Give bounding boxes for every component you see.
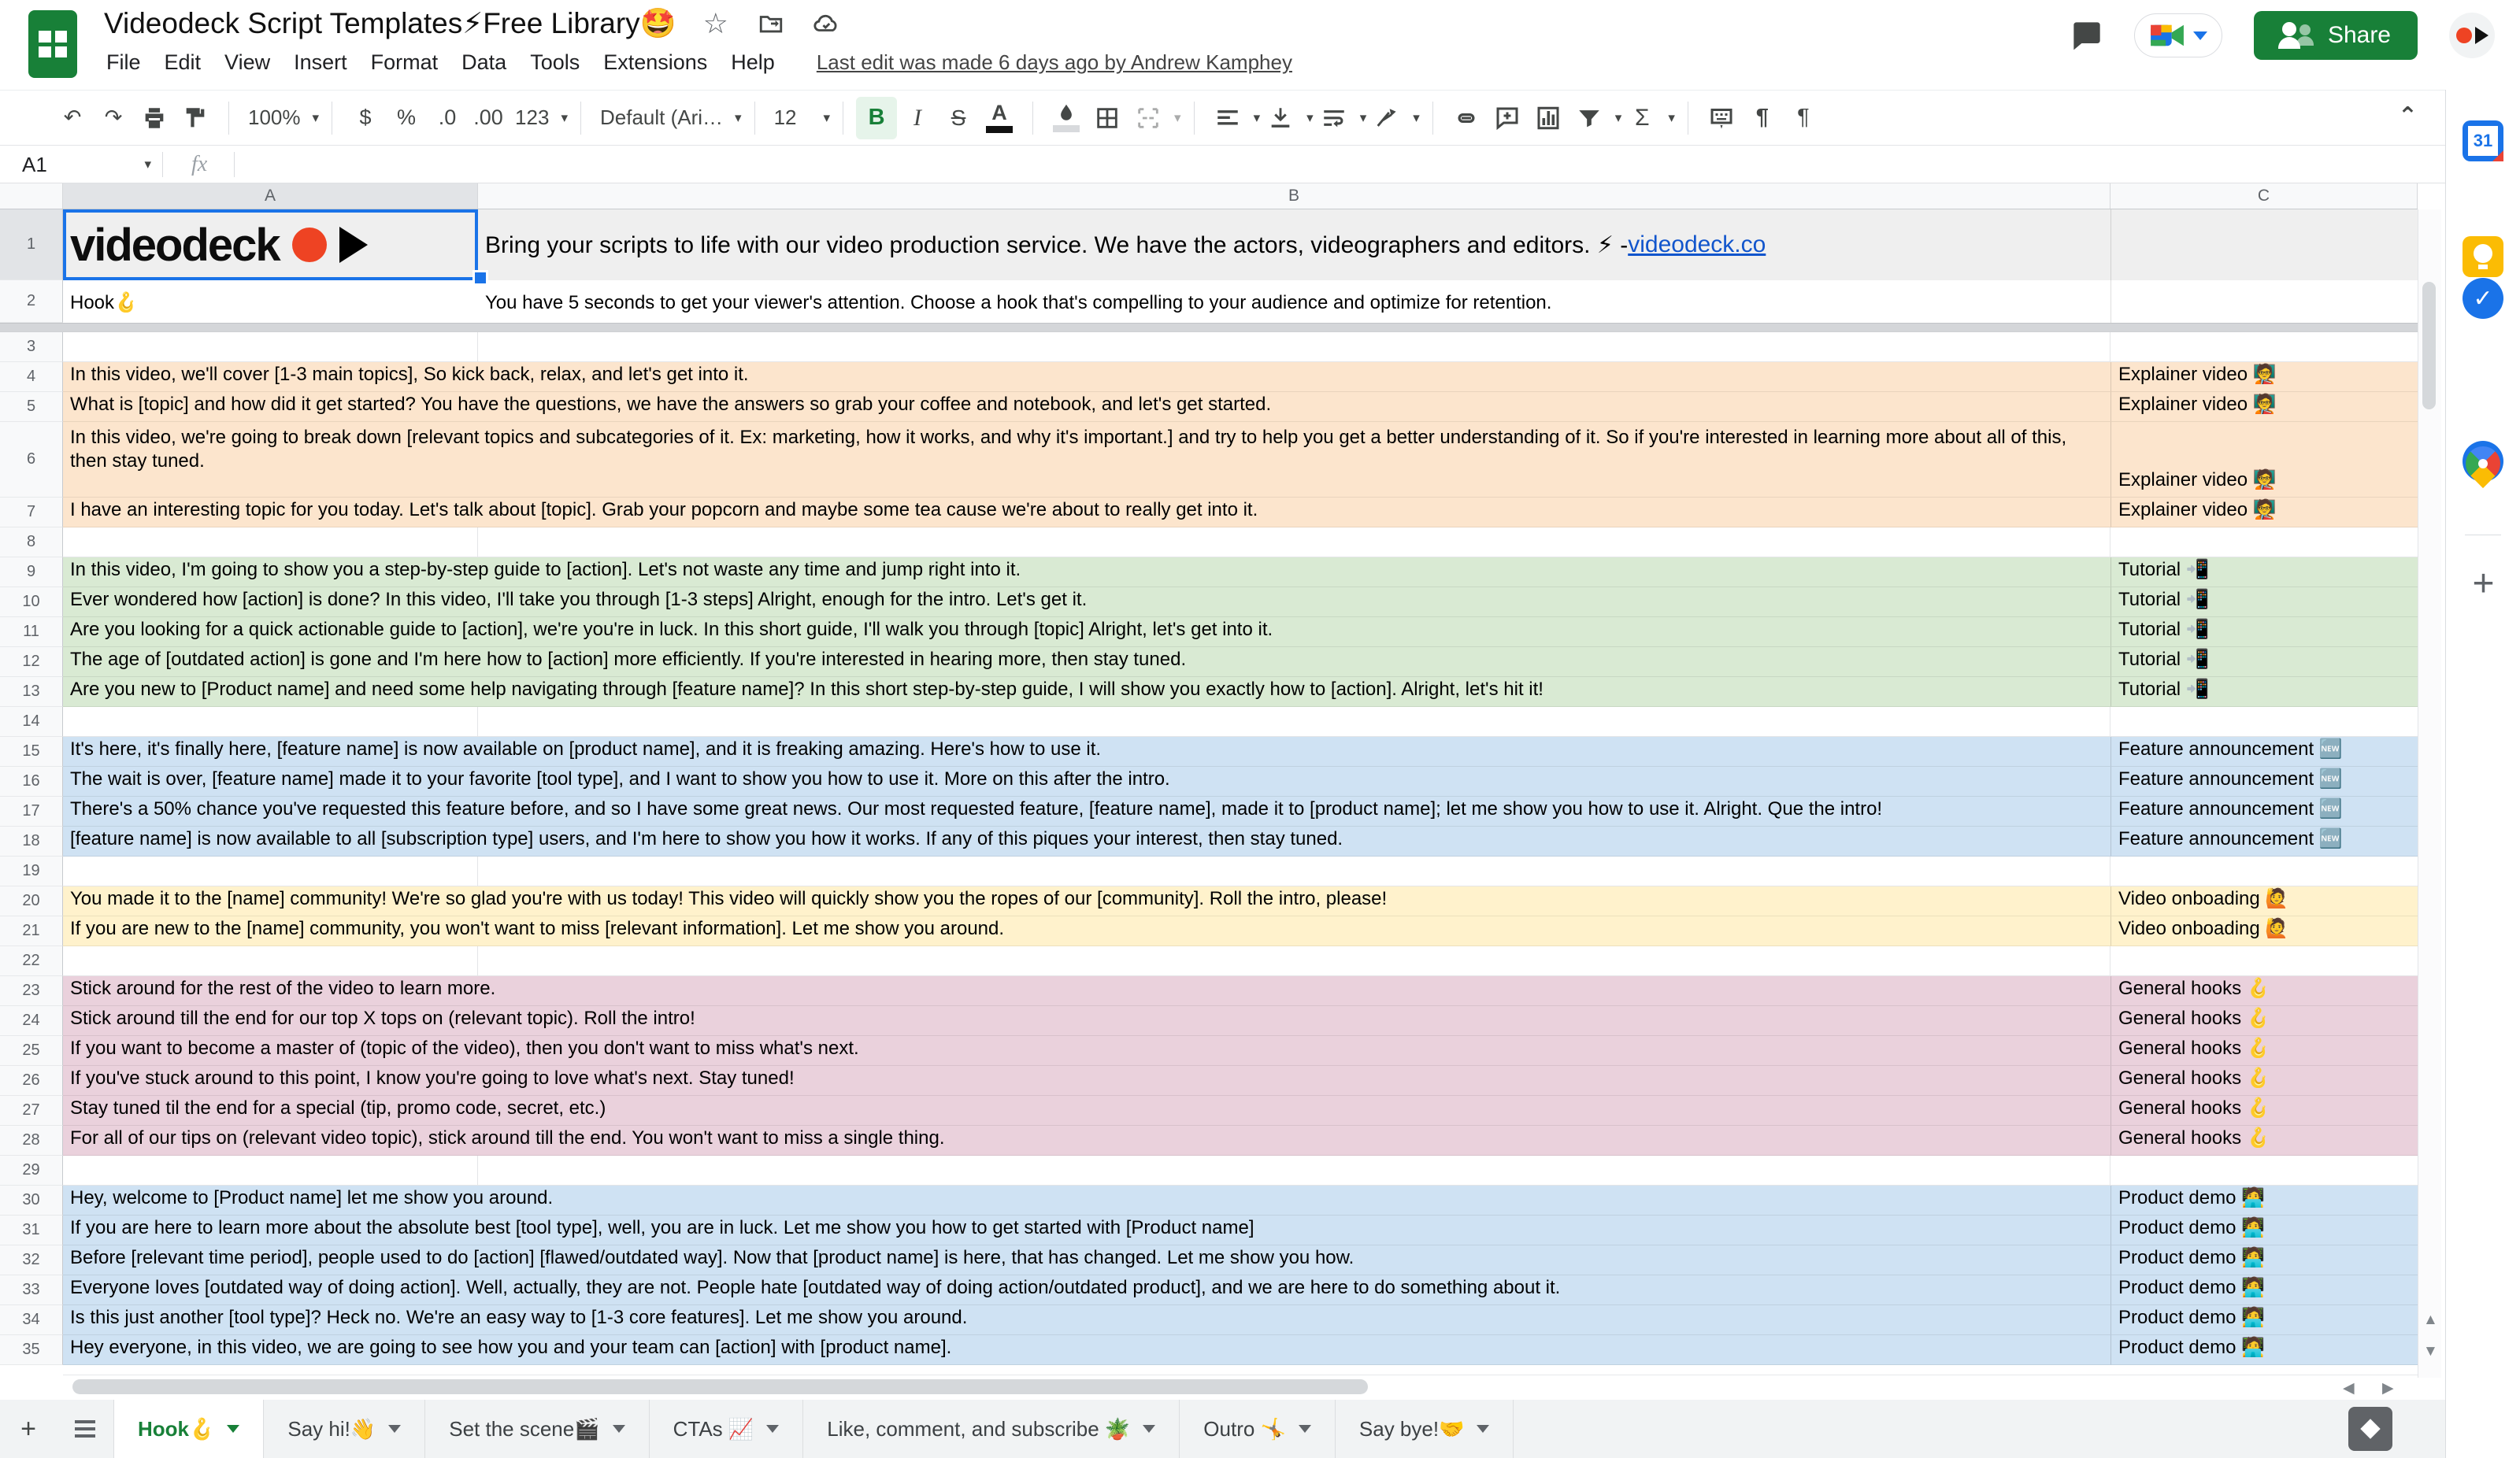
people-icon <box>2281 22 2315 49</box>
sheet-tab-label: Set the scene🎬 <box>449 1416 600 1441</box>
column-header-C[interactable]: C <box>2110 183 2418 209</box>
font-size-select[interactable]: 12 ▾ <box>773 105 831 129</box>
cell-C25[interactable]: General hooks 🪝 <box>2110 1036 2418 1066</box>
row-header-19[interactable]: 19 <box>0 857 63 886</box>
row-header-25[interactable]: 25 <box>0 1036 63 1066</box>
toolbar <box>0 90 2520 146</box>
row-header-14[interactable]: 14 <box>0 707 63 737</box>
text-color-button[interactable]: A <box>979 97 1020 139</box>
cell-A10[interactable]: Ever wondered how [action] is done? In this video, I'll take you through [1-3 steps] Alright, enough for the intro. Let's get it. <box>63 587 2110 617</box>
sheet-tab-label: Like, comment, and subscribe 🪴 <box>827 1416 1131 1441</box>
menu-bar <box>94 46 1292 80</box>
menu-edit[interactable]: Edit <box>164 50 202 74</box>
sheet-tab-dropdown-icon[interactable] <box>1299 1425 1311 1433</box>
cell-C9[interactable]: Tutorial 📲 <box>2110 557 2418 587</box>
row-header-22[interactable]: 22 <box>0 946 63 976</box>
menu-extensions[interactable]: Extensions <box>603 50 708 74</box>
sheet-row <box>0 1006 2418 1036</box>
sheet-row <box>0 886 2418 916</box>
sheet-tab-dropdown-icon[interactable] <box>227 1425 239 1433</box>
sheet-row <box>0 498 2418 527</box>
explore-button[interactable] <box>2348 1407 2392 1451</box>
cell-A8[interactable] <box>63 527 478 557</box>
cell-A7[interactable]: I have an interesting topic for you today. Let's talk about [topic]. Grab your popcorn and maybe some tea cause we're about to really get into it. <box>63 498 2110 527</box>
cell-A27[interactable]: Stay tuned til the end for a special (tip, promo code, secret, etc.) <box>63 1096 2110 1126</box>
cell-A9[interactable]: In this video, I'm going to show you a step-by-step guide to [action]. Let's not waste any time and jump right into it. <box>63 557 2110 587</box>
cell-C28[interactable]: General hooks 🪝 <box>2110 1126 2418 1156</box>
sheet-row <box>0 737 2418 767</box>
row-header-11[interactable]: 11 <box>0 617 63 647</box>
cell-A33[interactable]: Everyone loves [outdated way of doing action]. Well, actually, they are not. People hate [outdated way of doing action/outdated product], and we are here to do something about it. <box>63 1275 2110 1305</box>
videodeck-logo <box>70 219 368 272</box>
undo-icon[interactable]: ↶ <box>63 105 82 129</box>
cell-A24[interactable]: Stick around till the end for our top X tops on (relevant topic). Roll the intro! <box>63 1006 2110 1036</box>
sheet-tab-bar <box>0 1400 2445 1458</box>
bold-button[interactable]: B <box>856 97 897 139</box>
horizontal-scrollbar-thumb[interactable] <box>72 1379 1368 1394</box>
cell-C10[interactable]: Tutorial 📲 <box>2110 587 2418 617</box>
sheet-row <box>0 1036 2418 1066</box>
sheet-row <box>0 1216 2418 1245</box>
cell-C4[interactable]: Explainer video 🧑‍🏫 <box>2110 362 2418 392</box>
redo-icon[interactable]: ↷ <box>104 105 123 129</box>
row-header-12[interactable]: 12 <box>0 647 63 677</box>
cell-A19[interactable] <box>63 857 478 886</box>
sheet-tab-label: Hook🪝 <box>138 1416 215 1441</box>
sheets-logo-icon[interactable] <box>28 10 77 78</box>
row-header-30[interactable]: 30 <box>0 1186 63 1216</box>
sheet-row <box>0 1096 2418 1126</box>
sheet-row <box>0 976 2418 1006</box>
move-folder-icon[interactable] <box>755 8 787 39</box>
videodeck-link[interactable]: videodeck.co <box>1628 231 1766 257</box>
row-header-31[interactable]: 31 <box>0 1216 63 1245</box>
strikethrough-button[interactable]: S <box>951 105 966 130</box>
cell-C33[interactable]: Product demo 🧑‍💻 <box>2110 1275 2418 1305</box>
sheet-row <box>0 707 2418 737</box>
cell-A29[interactable] <box>63 1156 478 1186</box>
cell-A30[interactable]: Hey, welcome to [Product name] let me show you around. <box>63 1186 2110 1216</box>
videodeck-logo-text: videodeck <box>70 219 280 271</box>
font-select[interactable]: Default (Ari… ▾ <box>599 105 742 129</box>
cell-C35[interactable]: Product demo 🧑‍💻 <box>2110 1335 2418 1365</box>
sheet-tab-label: Say bye!🤝 <box>1358 1416 1465 1441</box>
cell-C1[interactable] <box>2110 209 2418 280</box>
text-direction-ltr-icon[interactable]: ¶ <box>1755 105 1769 130</box>
cell-A20[interactable]: You made it to the [name] community! We're so glad you're with us today! This video will quickly show you the ropes of our [community]. Roll the intro, please! <box>63 886 2110 916</box>
cell-C12[interactable]: Tutorial 📲 <box>2110 647 2418 677</box>
italic-button[interactable]: I <box>914 104 922 131</box>
sheet-row <box>0 1186 2418 1216</box>
sheet-tab[interactable] <box>1336 1400 1514 1458</box>
sheet-row <box>0 527 2418 557</box>
cell-C19[interactable] <box>2110 857 2418 886</box>
sheet-tab-dropdown-icon[interactable] <box>766 1425 779 1433</box>
add-sheet-icon[interactable]: + <box>20 1413 36 1444</box>
cell-C22[interactable] <box>2110 946 2418 976</box>
sheet-row <box>0 1335 2418 1365</box>
column-headers <box>0 183 2418 209</box>
cell-C15[interactable]: Feature announcement 🆕 <box>2110 737 2418 767</box>
sheet-tab[interactable] <box>650 1400 804 1458</box>
row-header-35[interactable]: 35 <box>0 1335 63 1365</box>
row-header-4[interactable]: 4 <box>0 362 63 392</box>
cell-B1[interactable] <box>478 209 2110 280</box>
insert-comment-icon[interactable] <box>1487 97 1528 139</box>
fill-color-button[interactable] <box>1046 97 1087 139</box>
cell-A32[interactable]: Before [relevant time period], people used to do [action] [flawed/outdated way]. Now that [product name] is here, that has changed. Let me show you how. <box>63 1245 2110 1275</box>
cell-A17[interactable]: There's a 50% chance you've requested this feature before, and so I have some great news. Our most requested feature, [feature name], made it to [product name]; let me show you how to use it. Alright. Que the intro! <box>63 797 2110 827</box>
row-header-17[interactable]: 17 <box>0 797 63 827</box>
row-header-5[interactable]: 5 <box>0 392 63 422</box>
select-all-corner[interactable] <box>0 183 63 209</box>
cell-A22[interactable] <box>63 946 478 976</box>
sheet-row <box>0 647 2418 677</box>
row-header-3[interactable]: 3 <box>0 332 63 362</box>
tasks-icon[interactable]: ✓ <box>2463 278 2503 319</box>
number-format-select[interactable]: 123 ▾ <box>515 105 568 129</box>
sheet-row <box>0 1275 2418 1305</box>
cell-B22[interactable] <box>478 946 2110 976</box>
row-header-18[interactable]: 18 <box>0 827 63 857</box>
cloud-saved-icon[interactable] <box>810 8 842 39</box>
meet-join-button[interactable] <box>2134 13 2222 57</box>
horizontal-scrollbar[interactable] <box>63 1375 2418 1398</box>
cell-C29[interactable] <box>2110 1156 2418 1186</box>
cell-B3[interactable] <box>478 332 2110 362</box>
row-header-23[interactable]: 23 <box>0 976 63 1006</box>
menu-tools[interactable]: Tools <box>530 50 580 74</box>
get-addons-icon[interactable]: + <box>2472 563 2495 605</box>
logo-play-triangle <box>339 227 368 263</box>
vertical-scrollbar[interactable] <box>2418 209 2441 1378</box>
scroll-left-icon[interactable]: ◀ <box>2343 1380 2355 1397</box>
row-header-28[interactable]: 28 <box>0 1126 63 1156</box>
sheet-tab-dropdown-icon[interactable] <box>388 1425 401 1433</box>
frozen-rows-divider <box>0 323 2418 332</box>
cell-C2[interactable] <box>2110 280 2418 323</box>
cell-B14[interactable] <box>478 707 2110 737</box>
cell-A23[interactable]: Stick around for the rest of the video to learn more. <box>63 976 2110 1006</box>
sheet-row <box>0 916 2418 946</box>
row-header-6[interactable]: 6 <box>0 422 63 498</box>
sheet-row <box>0 587 2418 617</box>
sheet-row <box>0 827 2418 857</box>
row-header-8[interactable]: 8 <box>0 527 63 557</box>
cell-A12[interactable]: The age of [outdated action] is gone and I'm here how to [action] more efficiently. If you're interested in hearing more, then stay tuned. <box>63 647 2110 677</box>
cell-C34[interactable]: Product demo 🧑‍💻 <box>2110 1305 2418 1335</box>
cell-C30[interactable]: Product demo 🧑‍💻 <box>2110 1186 2418 1216</box>
menu-help[interactable]: Help <box>731 50 775 74</box>
formula-bar <box>0 146 2520 183</box>
scroll-down-icon[interactable]: ▼ <box>2423 1343 2438 1360</box>
cell-A6[interactable]: In this video, we're going to break down [relevant topics and subcategories of it. Ex: marketing, how it works, and why it's important.] and try to help you get a better understanding of it. So if you're interested in learning more about all of this, then stay tuned. <box>63 422 2110 498</box>
meet-dropdown-icon[interactable] <box>2193 31 2207 40</box>
row-header-16[interactable]: 16 <box>0 767 63 797</box>
fill-handle[interactable] <box>472 270 488 286</box>
name-box[interactable]: A1 ▾ <box>22 152 151 176</box>
merge-dropdown-icon[interactable]: ▾ <box>1174 109 1181 125</box>
menu-insert[interactable]: Insert <box>294 50 347 74</box>
fx-icon: fx <box>191 152 208 176</box>
text-wrap-button[interactable] <box>1314 97 1354 139</box>
increase-decimals-button[interactable]: .00 <box>473 105 503 129</box>
cell-A34[interactable]: Is this just another [tool type]? Heck no. We're an easy way to [1-3 core features]. Let me show you around. <box>63 1305 2110 1335</box>
row-header-29[interactable]: 29 <box>0 1156 63 1186</box>
cell-C26[interactable]: General hooks 🪝 <box>2110 1066 2418 1096</box>
cell-A4[interactable]: In this video, we'll cover [1-3 main topics], So kick back, relax, and let's get into it. <box>63 362 2110 392</box>
share-button[interactable] <box>2254 11 2418 60</box>
row-header-20[interactable]: 20 <box>0 886 63 916</box>
hide-menus-icon[interactable]: ⌃ <box>2397 103 2418 129</box>
sheet-row <box>0 1126 2418 1156</box>
row-header-21[interactable]: 21 <box>0 916 63 946</box>
menu-view[interactable]: View <box>224 50 271 74</box>
star-icon[interactable]: ☆ <box>702 7 728 39</box>
input-tools-icon[interactable] <box>1701 97 1742 139</box>
cell-C18[interactable]: Feature announcement 🆕 <box>2110 827 2418 857</box>
menu-data[interactable]: Data <box>461 50 507 74</box>
scroll-up-icon[interactable]: ▲ <box>2423 1312 2438 1328</box>
sheet-row <box>0 422 2418 498</box>
cell-C31[interactable]: Product demo 🧑‍💻 <box>2110 1216 2418 1245</box>
format-percent-button[interactable]: % <box>397 105 417 129</box>
functions-button[interactable]: Σ <box>1635 104 1650 131</box>
maps-icon[interactable] <box>2463 443 2503 484</box>
sheet-tab-label: Outro 🤸 <box>1203 1416 1286 1441</box>
insert-link-icon[interactable] <box>1446 97 1487 139</box>
sheet-row <box>0 767 2418 797</box>
cell-A25[interactable]: If you want to become a master of (topic of the video), then you don't want to miss what's next. <box>63 1036 2110 1066</box>
filter-dropdown-icon[interactable]: ▾ <box>1614 109 1622 125</box>
cell-A1-logo[interactable] <box>63 209 478 280</box>
cell-A11[interactable]: Are you looking for a quick actionable guide to [action], we're you're in luck. In this short guide, I'll walk you through [topic] Alright, let's get into it. <box>63 617 2110 647</box>
cell-B29[interactable] <box>478 1156 2110 1186</box>
sheet-row <box>0 1245 2418 1275</box>
cell-C6[interactable]: Explainer video 🧑‍🏫 <box>2110 422 2418 498</box>
row-header-34[interactable]: 34 <box>0 1305 63 1335</box>
sheet-row <box>0 1156 2418 1186</box>
sheet-row <box>0 797 2418 827</box>
comment-history-icon[interactable] <box>2071 20 2103 51</box>
cell-C21[interactable]: Video onboading 🙋 <box>2110 916 2418 946</box>
cell-C13[interactable]: Tutorial 📲 <box>2110 677 2418 707</box>
cell-C5[interactable]: Explainer video 🧑‍🏫 <box>2110 392 2418 422</box>
sheet-tab[interactable] <box>803 1400 1180 1458</box>
sheet-row <box>0 617 2418 647</box>
text-rotation-dropdown-icon[interactable]: ▾ <box>1413 109 1420 125</box>
cell-C7[interactable]: Explainer video 🧑‍🏫 <box>2110 498 2418 527</box>
row-header-15[interactable]: 15 <box>0 737 63 767</box>
row-header-26[interactable]: 26 <box>0 1066 63 1096</box>
vertical-align-dropdown-icon[interactable]: ▾ <box>1306 109 1314 125</box>
cell-C27[interactable]: General hooks 🪝 <box>2110 1096 2418 1126</box>
cell-A3[interactable] <box>63 332 478 362</box>
cell-A16[interactable]: The wait is over, [feature name] made it to your favorite [tool type], and I want to show you how to use it. More on this after the intro. <box>63 767 2110 797</box>
column-header-B[interactable]: B <box>478 183 2110 209</box>
sheet-row <box>0 946 2418 976</box>
sheet-tab[interactable] <box>113 1400 264 1458</box>
vertical-align-button[interactable] <box>1260 97 1301 139</box>
menu-file[interactable]: File <box>106 50 141 74</box>
cell-A28[interactable]: For all of our tips on (relevant video topic), stick around till the end. You won't want to miss a single thing. <box>63 1126 2110 1156</box>
account-avatar[interactable] <box>2449 13 2495 58</box>
sheet-row <box>0 857 2418 886</box>
cell-B19[interactable] <box>478 857 2110 886</box>
formula-input[interactable] <box>235 146 2520 183</box>
cell-A26[interactable]: If you've stuck around to this point, I know you're going to love what's next. Stay tuned! <box>63 1066 2110 1096</box>
side-panel <box>2445 90 2520 1458</box>
cell-A5[interactable]: What is [topic] and how did it get started? You have the questions, we have the answers so grab your coffee and notebook, and let's get started. <box>63 392 2110 422</box>
cell-A15[interactable]: It's here, it's finally here, [feature name] is now available on [product name], and it is freaking amazing. Here's how to use it. <box>63 737 2110 767</box>
cell-A21[interactable]: If you are new to the [name] community, you won't want to miss [relevant information]. Let me show you around. <box>63 916 2110 946</box>
keep-icon[interactable] <box>2463 236 2503 277</box>
cell-A18[interactable]: [feature name] is now available to all [subscription type] users, and I'm here to show you how it works. If any of this piques your interest, then stay tuned. <box>63 827 2110 857</box>
cell-C32[interactable]: Product demo 🧑‍💻 <box>2110 1245 2418 1275</box>
cell-C8[interactable] <box>2110 527 2418 557</box>
cell-A14[interactable] <box>63 707 478 737</box>
row-header-32[interactable]: 32 <box>0 1245 63 1275</box>
sheet-row <box>0 392 2418 422</box>
sheet-row <box>0 1066 2418 1096</box>
borders-button[interactable] <box>1087 97 1128 139</box>
cell-A31[interactable]: If you are here to learn more about the absolute best [tool type], well, you are in luck. Let me show you how to get started with [Product name] <box>63 1216 2110 1245</box>
cell-B2[interactable]: You have 5 seconds to get your viewer's attention. Choose a hook that's compelling to your audience and optimize for retention. <box>485 292 1552 313</box>
row-header-24[interactable]: 24 <box>0 1006 63 1036</box>
sheet-tab-label: Say hi!👋 <box>287 1416 376 1441</box>
topbar <box>0 0 2520 90</box>
decrease-decimals-button[interactable]: .0 <box>438 105 457 129</box>
print-icon[interactable] <box>134 97 175 139</box>
sheet-tab[interactable] <box>264 1400 425 1458</box>
scroll-right-icon[interactable]: ▶ <box>2382 1380 2394 1397</box>
sheet-row <box>0 557 2418 587</box>
text-direction-rtl-icon[interactable]: ¶ <box>1797 105 1810 130</box>
menu-format[interactable]: Format <box>370 50 439 74</box>
cell-B8[interactable] <box>478 527 2110 557</box>
sheet-tab[interactable] <box>425 1400 649 1458</box>
sheet-tab-dropdown-icon[interactable] <box>613 1425 625 1433</box>
paint-format-icon[interactable] <box>175 97 216 139</box>
cell-B1-text: Bring your scripts to life with our video production service. We have the actors, videographers and editors. ⚡ - <box>485 231 1629 258</box>
sheet-tab-label: CTAs 📈 <box>673 1416 754 1441</box>
cell-C16[interactable]: Feature announcement 🆕 <box>2110 767 2418 797</box>
row-header-7[interactable]: 7 <box>0 498 63 527</box>
row-header-33[interactable]: 33 <box>0 1275 63 1305</box>
sheet-row <box>0 677 2418 707</box>
sheet-tab[interactable] <box>1180 1400 1336 1458</box>
row-header-27[interactable]: 27 <box>0 1096 63 1126</box>
zoom-select[interactable]: 100% ▾ <box>248 105 320 129</box>
row-header-1[interactable]: 1 <box>0 209 63 280</box>
sheet-row <box>0 209 2418 280</box>
document-title[interactable]: Videodeck Script Templates⚡Free Library🤩 <box>104 7 676 39</box>
sheet-grid <box>0 209 2418 1378</box>
row-header-2[interactable]: 2 <box>0 280 63 323</box>
cell-C14[interactable] <box>2110 707 2418 737</box>
functions-dropdown-icon[interactable]: ▾ <box>1668 109 1675 125</box>
filter-icon[interactable] <box>1569 97 1610 139</box>
column-header-A[interactable]: A <box>63 183 478 209</box>
horizontal-align-dropdown-icon[interactable]: ▾ <box>1253 109 1261 125</box>
all-sheets-icon[interactable] <box>57 1400 113 1458</box>
sheet-tab-dropdown-icon[interactable] <box>1477 1425 1489 1433</box>
horizontal-align-button[interactable] <box>1207 97 1248 139</box>
cell-C11[interactable]: Tutorial 📲 <box>2110 617 2418 647</box>
cell-A13[interactable]: Are you new to [Product name] and need some help navigating through [feature name]? In this short step-by-step guide, I will show you exactly how to [action]. Alright, let's hit it! <box>63 677 2110 707</box>
insert-chart-icon[interactable] <box>1528 97 1569 139</box>
row-header-10[interactable]: 10 <box>0 587 63 617</box>
sheet-row <box>0 362 2418 392</box>
sheet-row <box>0 280 2418 323</box>
last-edit-link[interactable]: Last edit was made 6 days ago by Andrew Kamphey <box>816 50 1292 74</box>
sheet-tab-dropdown-icon[interactable] <box>1143 1425 1155 1433</box>
share-label: Share <box>2327 22 2391 48</box>
calendar-icon[interactable]: 31 <box>2463 120 2503 161</box>
vertical-scrollbar-thumb[interactable] <box>2422 282 2436 409</box>
text-wrap-dropdown-icon[interactable]: ▾ <box>1359 109 1367 125</box>
cell-A2[interactable]: Hook🪝 <box>70 292 138 313</box>
merge-cells-button[interactable] <box>1128 97 1169 139</box>
format-currency-button[interactable]: $ <box>359 105 372 129</box>
row-header-13[interactable]: 13 <box>0 677 63 707</box>
row-header-9[interactable]: 9 <box>0 557 63 587</box>
cell-C17[interactable]: Feature announcement 🆕 <box>2110 797 2418 827</box>
sheet-row <box>0 1305 2418 1335</box>
cell-C20[interactable]: Video onboading 🙋 <box>2110 886 2418 916</box>
cell-C23[interactable]: General hooks 🪝 <box>2110 976 2418 1006</box>
text-rotation-button[interactable] <box>1366 97 1407 139</box>
cell-A35[interactable]: Hey everyone, in this video, we are going to see how you and your team can [action] with [product name]. <box>63 1335 2110 1365</box>
cell-C3[interactable] <box>2110 332 2418 362</box>
logo-red-dot <box>292 228 327 262</box>
sheet-row <box>0 332 2418 362</box>
cell-C24[interactable]: General hooks 🪝 <box>2110 1006 2418 1036</box>
